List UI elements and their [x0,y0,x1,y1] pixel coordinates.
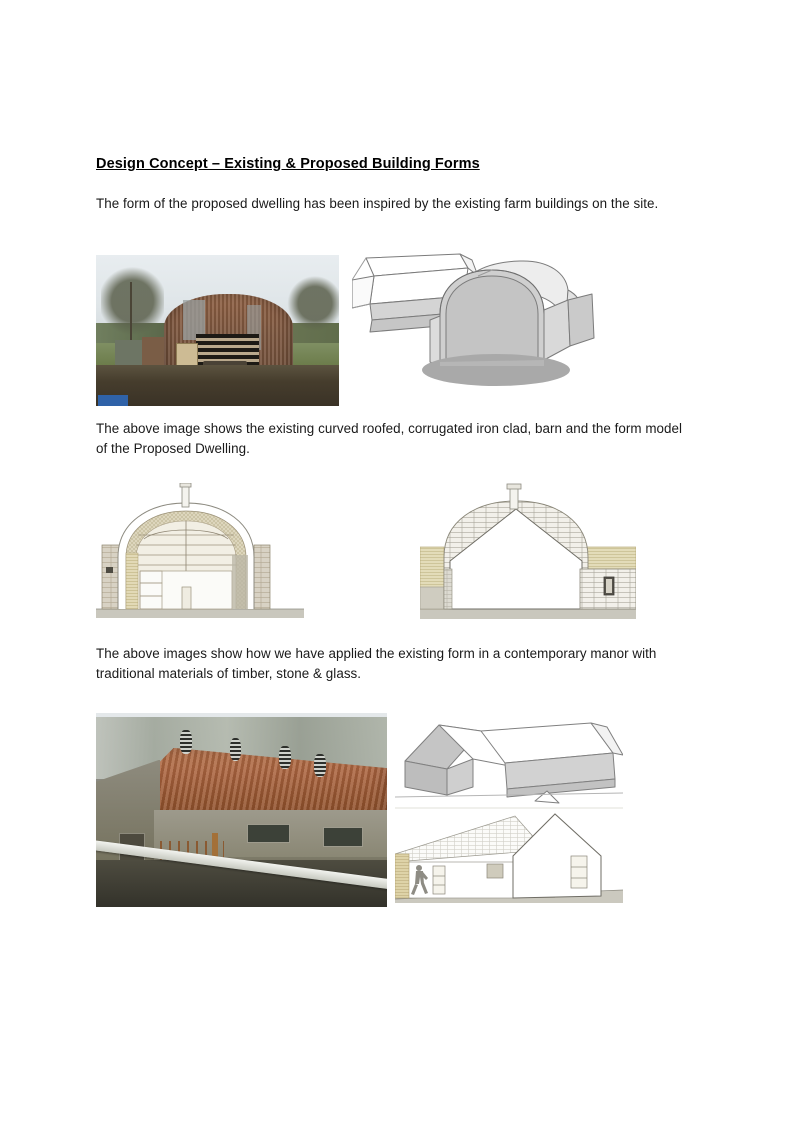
caption-row-one: The above image shows the existing curved roofed, corrugated iron clad, barn and the form model of the Proposed Dwelling. [96,421,683,456]
3d-model-proposed-dwelling-barrel-vault [352,250,608,402]
intro-paragraph: The form of the proposed dwelling has been inspired by the existing farm buildings on the site. [96,196,659,211]
blue-barrel [98,395,127,406]
3d-model-proposed-gabled-forms [395,713,623,805]
long-elevation-with-scale-figure [395,806,623,907]
roof-ventilator-3 [279,746,291,769]
yard-ground [96,365,339,406]
front-elevation-glazed-arch [96,483,304,625]
roof-ventilator-4 [314,754,326,777]
roof-ventilator-2 [230,738,242,761]
roof-ventilator-1 [180,730,192,753]
tree-right [286,276,339,336]
tree-left [101,264,164,346]
window-2 [323,827,363,846]
page-title: Design Concept – Existing & Proposed Building Forms [96,156,480,172]
side-elevation-stone-arch-gable [420,483,636,625]
window-1 [247,824,290,843]
caption-row-two: The above images show how we have applied the existing form in a contemporary manor with traditional materials of timber, stone & glass. [96,646,657,681]
photo-existing-stone-farm-range [96,713,387,907]
photo-existing-curved-roof-barn [96,255,339,406]
